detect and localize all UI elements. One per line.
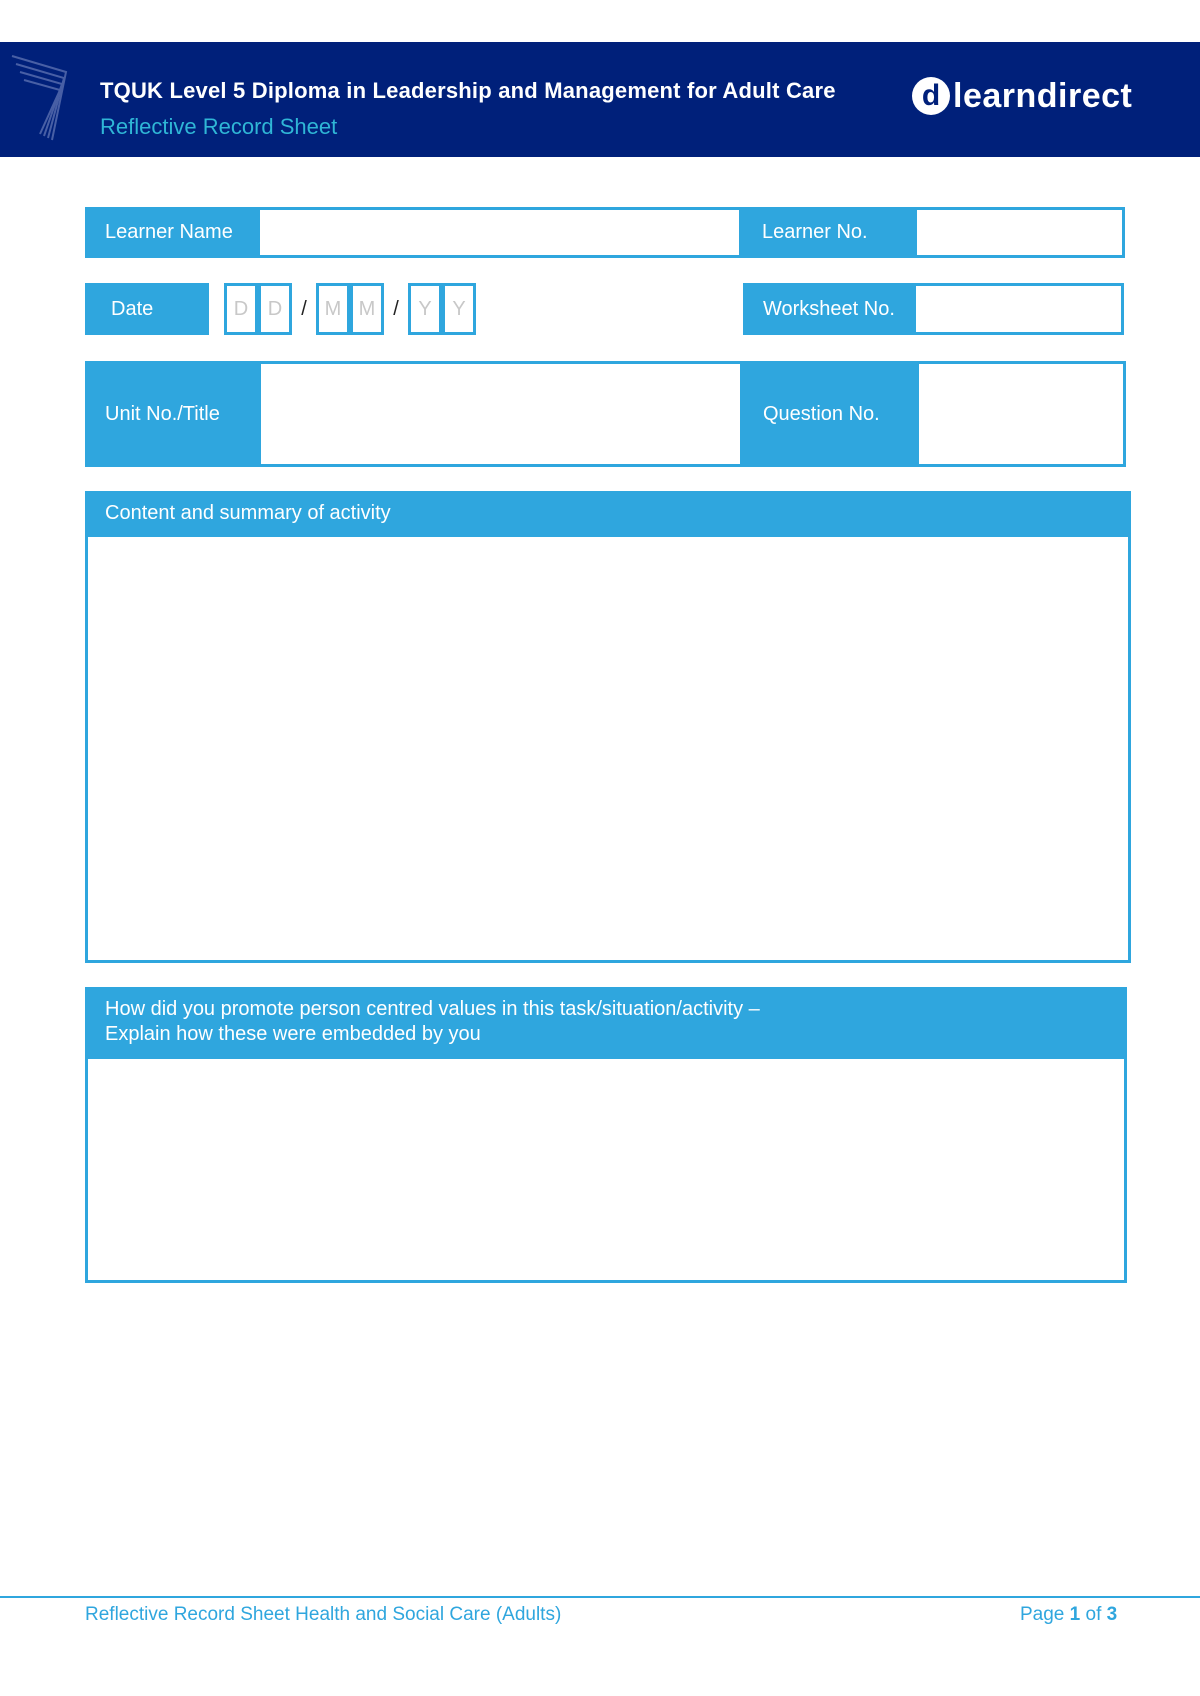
page-current: 1 — [1069, 1604, 1081, 1625]
footer-document-name: Reflective Record Sheet Health and Social Care (Adults) — [85, 1604, 562, 1625]
unit-title-field[interactable] — [258, 361, 743, 467]
document-title: TQUK Level 5 Diploma in Leadership and Management for Adult Care — [100, 78, 836, 103]
date-separator: / — [393, 298, 399, 320]
learner-name-field[interactable] — [257, 207, 742, 258]
date-month-cell-1[interactable]: M — [316, 283, 350, 335]
question-no-field[interactable] — [916, 361, 1126, 467]
page-of-word: of — [1085, 1604, 1102, 1625]
date-separator: / — [301, 298, 307, 320]
date-day-cell-2[interactable]: D — [258, 283, 292, 335]
person-centred-instruction: Explain how these were embedded by you — [105, 1023, 481, 1045]
chevron-logo-icon — [8, 50, 78, 145]
learndirect-logo — [912, 76, 1132, 116]
learner-no-label: Learner No. — [742, 207, 914, 258]
worksheet-no-field[interactable] — [913, 283, 1124, 335]
unit-title-label: Unit No./Title — [85, 361, 258, 467]
question-no-label: Question No. — [743, 361, 916, 467]
page-word: Page — [1020, 1604, 1065, 1625]
date-day-cell-1[interactable]: D — [224, 283, 258, 335]
worksheet-no-label: Worksheet No. — [743, 283, 913, 335]
footer-divider — [0, 1596, 1200, 1598]
date-year-cell-2[interactable]: Y — [442, 283, 476, 335]
page-indicator — [1020, 1604, 1117, 1626]
date-label: Date — [85, 283, 209, 335]
date-year-cell-1[interactable]: Y — [408, 283, 442, 335]
page-total: 3 — [1106, 1604, 1118, 1625]
learner-name-label: Learner Name — [85, 207, 257, 258]
learner-no-field[interactable] — [914, 207, 1125, 258]
person-centred-question: How did you promote person centred values in this task/situation/activity – — [105, 998, 760, 1020]
date-input-group — [224, 283, 476, 335]
content-summary-header: Content and summary of activity — [85, 491, 1131, 537]
brand-name: learndirect — [953, 77, 1133, 115]
person-centred-header — [85, 987, 1127, 1059]
person-centred-textarea[interactable] — [85, 1059, 1127, 1283]
document-subtitle: Reflective Record Sheet — [100, 114, 338, 139]
date-month-cell-2[interactable]: M — [350, 283, 384, 335]
brand-mark-icon: d — [912, 77, 950, 115]
content-summary-textarea[interactable] — [85, 537, 1131, 963]
